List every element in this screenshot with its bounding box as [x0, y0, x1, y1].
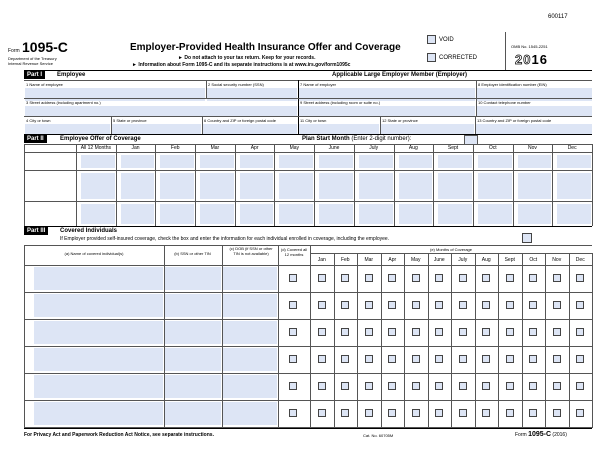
col-a-header: (a) Name of covered individual(s)	[64, 251, 124, 256]
employer-section-title: Applicable Large Employer Member (Employer)	[332, 72, 468, 78]
form-title: Employer-Provided Health Insurance Offer and Coverage	[130, 42, 401, 53]
coverage-checkbox-19-july[interactable]	[459, 328, 467, 336]
instruction-line-2: ► Information about Form 1095-C and its separate instructions is at www.irs.gov/form1095c	[132, 62, 351, 68]
coverage-checkbox-21-feb[interactable]	[341, 382, 349, 390]
col-c-header: (c) DOB (if SSN or other TIN is not available)	[229, 246, 273, 256]
coverage-checkbox-19-aug[interactable]	[482, 328, 490, 336]
row-14-cell-3[interactable]	[200, 155, 234, 168]
covered-ssn-field-17[interactable]	[165, 267, 221, 290]
employee-city-field[interactable]	[25, 124, 110, 134]
coverage-month-dec: Dec	[575, 257, 585, 263]
field-label-10: 10 Contact telephone number	[478, 100, 531, 105]
coverage-checkbox-17-july[interactable]	[459, 274, 467, 282]
row-14-cell-1[interactable]	[121, 155, 155, 168]
coverage-checkbox-21-aug[interactable]	[482, 382, 490, 390]
employer-city-field[interactable]	[299, 124, 379, 134]
coverage-checkbox-22-nov[interactable]	[553, 409, 561, 417]
row-15-cell-1[interactable]	[121, 173, 155, 199]
coverage-checkbox-18-july[interactable]	[459, 301, 467, 309]
coverage-checkbox-20-feb[interactable]	[341, 355, 349, 363]
row-15-cell-8[interactable]	[399, 173, 433, 199]
coverage-checkbox-22-sept[interactable]	[506, 409, 514, 417]
coverage-checkbox-18-june[interactable]	[435, 301, 443, 309]
coverage-checkbox-21-sept[interactable]	[506, 382, 514, 390]
row-14-cell-5[interactable]	[279, 155, 313, 168]
month-header-all: All 12 Months	[80, 145, 111, 151]
coverage-checkbox-18-may[interactable]	[412, 301, 420, 309]
coverage-checkbox-17-mar[interactable]	[365, 274, 373, 282]
employee-state-field[interactable]	[112, 124, 201, 134]
row-16-cell-12[interactable]	[557, 204, 591, 224]
coverage-month-apr: Apr	[388, 257, 397, 263]
corrected-checkbox[interactable]	[427, 53, 436, 62]
coverage-checkbox-19-nov[interactable]	[553, 328, 561, 336]
grid-line	[155, 144, 156, 226]
coverage-checkbox-17-apr[interactable]	[388, 274, 396, 282]
covered-dob-field-20[interactable]	[223, 348, 277, 371]
offer-section-title: Employee Offer of Coverage	[60, 136, 141, 142]
covered-all-months-checkbox-21[interactable]	[289, 382, 297, 390]
coverage-checkbox-19-jan[interactable]	[318, 328, 326, 336]
grid-line	[24, 319, 592, 320]
row-14-cell-8[interactable]	[399, 155, 433, 168]
col-d-header: (d) Covered all 12 months	[280, 247, 308, 257]
tax-year-suffix: 16	[531, 52, 548, 67]
row-16-cell-11[interactable]	[518, 204, 552, 224]
coverage-month-oct: Oct	[529, 257, 538, 263]
row-15-cell-7[interactable]	[359, 173, 393, 199]
field-label-3: 3 Street address (including apartment no.)	[26, 100, 101, 105]
form-serial-number: 600117	[548, 14, 568, 20]
grid-line	[24, 152, 592, 153]
coverage-checkbox-19-mar[interactable]	[365, 328, 373, 336]
form-number: 1095-C	[22, 39, 68, 55]
privacy-notice: For Privacy Act and Paperwork Reduction Act Notice, see separate instructions.	[24, 432, 214, 438]
field-label-6: 6 Country and ZIP or foreign postal code	[204, 118, 276, 123]
row-16-cell-8[interactable]	[399, 204, 433, 224]
coverage-checkbox-18-oct[interactable]	[529, 301, 537, 309]
coverage-checkbox-21-apr[interactable]	[388, 382, 396, 390]
grid-line	[428, 253, 429, 428]
coverage-checkbox-22-mar[interactable]	[365, 409, 373, 417]
row-16-cell-10[interactable]	[478, 204, 512, 224]
grid-line	[24, 400, 592, 401]
employee-ssn-field[interactable]	[207, 88, 297, 101]
grid-line	[394, 144, 395, 226]
coverage-checkbox-20-july[interactable]	[459, 355, 467, 363]
covered-dob-field-22[interactable]	[223, 402, 277, 425]
covered-name-field-21[interactable]	[34, 375, 163, 398]
plan-start-hint: (Enter 2-digit number):	[351, 136, 412, 142]
coverage-checkbox-18-apr[interactable]	[388, 301, 396, 309]
covered-dob-field-18[interactable]	[223, 294, 277, 317]
row-14-cell-10[interactable]	[478, 155, 512, 168]
coverage-month-jan: Jan	[317, 257, 326, 263]
row-15-cell-12[interactable]	[557, 173, 591, 199]
omb-number: OMB No. 1545-2251	[511, 44, 548, 49]
grid-line	[24, 346, 592, 347]
covered-name-field-22[interactable]	[34, 402, 163, 425]
grid-line	[381, 253, 382, 428]
field-label-9: 9 Street address (including room or suite no.)	[300, 100, 381, 105]
grid-line	[522, 253, 523, 428]
form-label: Form	[8, 48, 20, 54]
covered-dob-field-19[interactable]	[223, 321, 277, 344]
footer-form-label: Form	[515, 432, 527, 438]
coverage-checkbox-20-oct[interactable]	[529, 355, 537, 363]
field-label-5: 5 State or province	[113, 118, 147, 123]
grid-line	[195, 144, 196, 226]
row-15-cell-11[interactable]	[518, 173, 552, 199]
covered-ssn-field-21[interactable]	[165, 375, 221, 398]
covered-name-field-17[interactable]	[34, 267, 163, 290]
coverage-checkbox-20-apr[interactable]	[388, 355, 396, 363]
month-header-jan: Jan	[131, 145, 140, 151]
covered-name-field-18[interactable]	[34, 294, 163, 317]
grid-line	[354, 144, 355, 226]
coverage-month-feb: Feb	[340, 257, 350, 263]
grid-line	[116, 144, 117, 226]
covered-ssn-field-19[interactable]	[165, 321, 221, 344]
row-14-cell-11[interactable]	[518, 155, 552, 168]
coverage-checkbox-20-aug[interactable]	[482, 355, 490, 363]
row-16-cell-7[interactable]	[359, 204, 393, 224]
grid-line	[545, 253, 546, 428]
coverage-checkbox-19-dec[interactable]	[576, 328, 584, 336]
part3-label: Part III	[24, 227, 48, 235]
coverage-checkbox-18-sept[interactable]	[506, 301, 514, 309]
row-16-cell-5[interactable]	[279, 204, 313, 224]
row-14-cell-9[interactable]	[438, 155, 472, 168]
coverage-checkbox-22-july[interactable]	[459, 409, 467, 417]
coverage-checkbox-20-sept[interactable]	[506, 355, 514, 363]
coverage-checkbox-18-feb[interactable]	[341, 301, 349, 309]
coverage-checkbox-21-mar[interactable]	[365, 382, 373, 390]
row-15-cell-2[interactable]	[160, 173, 194, 199]
employer-state-field[interactable]	[381, 124, 474, 134]
row-16-cell-3[interactable]	[200, 204, 234, 224]
row-14-cell-7[interactable]	[359, 155, 393, 168]
self-insured-checkbox[interactable]	[522, 233, 532, 243]
field-label-1: 1 Name of employee	[26, 82, 63, 87]
month-header-june: June	[328, 145, 340, 151]
grid-line	[475, 253, 476, 428]
coverage-checkbox-19-oct[interactable]	[529, 328, 537, 336]
coverage-checkbox-18-dec[interactable]	[576, 301, 584, 309]
month-header-may: May	[289, 145, 300, 151]
row-15-cell-6[interactable]	[319, 173, 353, 199]
covered-all-months-checkbox-19[interactable]	[289, 328, 297, 336]
field-label-13: 13 Country and ZIP or foreign postal code	[477, 118, 552, 123]
grid-line	[592, 144, 593, 226]
coverage-checkbox-18-mar[interactable]	[365, 301, 373, 309]
month-header-oct: Oct	[488, 145, 497, 151]
row-16-cell-0[interactable]	[81, 204, 115, 224]
row-15-cell-5[interactable]	[279, 173, 313, 199]
void-label: VOID	[439, 37, 454, 43]
grid-line	[513, 144, 514, 226]
coverage-checkbox-22-jan[interactable]	[318, 409, 326, 417]
employer-zip-field[interactable]	[476, 124, 592, 134]
plan-start-text: Plan Start Month	[302, 136, 350, 142]
coverage-month-nov: Nov	[552, 257, 562, 263]
coverage-checkbox-21-july[interactable]	[459, 382, 467, 390]
row-15-cell-3[interactable]	[200, 173, 234, 199]
month-header-nov: Nov	[528, 145, 537, 151]
coverage-checkbox-17-may[interactable]	[412, 274, 420, 282]
grid-line	[235, 144, 236, 226]
coverage-checkbox-17-june[interactable]	[435, 274, 443, 282]
coverage-checkbox-22-june[interactable]	[435, 409, 443, 417]
coverage-month-july: July	[458, 257, 468, 263]
coverage-checkbox-17-sept[interactable]	[506, 274, 514, 282]
row-15-cell-9[interactable]	[438, 173, 472, 199]
coverage-checkbox-19-sept[interactable]	[506, 328, 514, 336]
coverage-checkbox-21-nov[interactable]	[553, 382, 561, 390]
covered-ssn-field-18[interactable]	[165, 294, 221, 317]
coverage-checkbox-21-jan[interactable]	[318, 382, 326, 390]
coverage-checkbox-22-oct[interactable]	[529, 409, 537, 417]
footer-form-number: 1095-C	[528, 431, 552, 438]
coverage-checkbox-20-june[interactable]	[435, 355, 443, 363]
covered-section-title: Covered Individuals	[60, 228, 118, 234]
irs-label: Internal Revenue Service	[8, 61, 53, 66]
coverage-checkbox-17-feb[interactable]	[341, 274, 349, 282]
field-label-11: 11 City or town	[300, 118, 327, 123]
coverage-checkbox-20-jan[interactable]	[318, 355, 326, 363]
grid-line	[24, 201, 592, 202]
corrected-label: CORRECTED	[439, 55, 478, 61]
coverage-checkbox-17-aug[interactable]	[482, 274, 490, 282]
coverage-month-sept: Sept	[504, 257, 515, 263]
coverage-checkbox-22-apr[interactable]	[388, 409, 396, 417]
row-14-cell-2[interactable]	[160, 155, 194, 168]
void-checkbox[interactable]	[427, 35, 436, 44]
part1-label: Part I	[24, 71, 45, 79]
grid-line	[498, 253, 499, 428]
row-14-cell-6[interactable]	[319, 155, 353, 168]
employee-street-field[interactable]	[25, 106, 297, 116]
grid-line	[274, 144, 275, 226]
month-header-dec: Dec	[567, 145, 577, 151]
coverage-month-june: June	[433, 257, 445, 263]
employer-street-field[interactable]	[299, 106, 475, 116]
grid-line	[569, 253, 570, 428]
tax-year	[515, 52, 548, 67]
col-e-header: (e) Months of Coverage	[429, 247, 473, 252]
tax-year-prefix: 20	[515, 52, 532, 67]
coverage-checkbox-22-aug[interactable]	[482, 409, 490, 417]
row-14-cell-4[interactable]	[240, 155, 274, 168]
self-insured-instruction: If Employer provided self-insured coverage, check the box and enter the information for each individual enrolled in coverage, including the employee.	[60, 236, 390, 242]
grid-line	[24, 170, 592, 171]
grid-line	[24, 292, 592, 293]
grid-line	[24, 144, 25, 226]
field-label-8: 8 Employer identification number (EIN)	[478, 82, 547, 87]
row-14-cell-12[interactable]	[557, 155, 591, 168]
month-header-apr: Apr	[250, 145, 259, 151]
grid-line	[24, 373, 592, 374]
dept-treasury: Department of the Treasury	[8, 56, 57, 61]
field-label-2: 2 Social security number (SSN)	[208, 82, 264, 87]
coverage-checkbox-18-jan[interactable]	[318, 301, 326, 309]
coverage-checkbox-21-june[interactable]	[435, 382, 443, 390]
coverage-checkbox-17-jan[interactable]	[318, 274, 326, 282]
covered-ssn-field-20[interactable]	[165, 348, 221, 371]
row-16-cell-6[interactable]	[319, 204, 353, 224]
grid-line	[357, 253, 358, 428]
covered-all-months-checkbox-20[interactable]	[289, 355, 297, 363]
grid-line	[76, 144, 77, 226]
part2-label: Part II	[24, 135, 47, 143]
employee-section-title: Employee	[57, 72, 86, 78]
footer-form-year: (2016)	[552, 432, 567, 438]
grid-line	[404, 253, 405, 428]
coverage-checkbox-20-mar[interactable]	[365, 355, 373, 363]
coverage-month-may: May	[411, 257, 421, 263]
field-label-4: 4 City or town	[26, 118, 51, 123]
coverage-checkbox-19-june[interactable]	[435, 328, 443, 336]
grid-line	[314, 144, 315, 226]
coverage-checkbox-22-dec[interactable]	[576, 409, 584, 417]
row-16-cell-9[interactable]	[438, 204, 472, 224]
catalog-number: Cat. No. 60705M	[363, 433, 394, 438]
coverage-checkbox-22-feb[interactable]	[341, 409, 349, 417]
grid-line	[592, 253, 593, 428]
grid-line	[24, 265, 592, 266]
field-label-7: 7 Name of employer	[300, 82, 337, 87]
month-header-sept: Sept	[447, 145, 459, 151]
covered-all-months-checkbox-22[interactable]	[289, 409, 297, 417]
month-header-july: July	[369, 145, 379, 151]
employer-phone-field[interactable]	[477, 106, 592, 116]
covered-dob-field-17[interactable]	[223, 267, 277, 290]
field-label-12: 12 State or province	[382, 118, 418, 123]
row-15-cell-4[interactable]	[240, 173, 274, 199]
row-16-cell-1[interactable]	[121, 204, 155, 224]
grid-line	[433, 144, 434, 226]
coverage-checkbox-22-may[interactable]	[412, 409, 420, 417]
coverage-checkbox-21-may[interactable]	[412, 382, 420, 390]
coverage-checkbox-18-aug[interactable]	[482, 301, 490, 309]
grid-line	[473, 144, 474, 226]
coverage-month-mar: Mar	[364, 257, 374, 263]
covered-all-months-checkbox-18[interactable]	[289, 301, 297, 309]
coverage-checkbox-20-dec[interactable]	[576, 355, 584, 363]
coverage-checkbox-18-nov[interactable]	[553, 301, 561, 309]
coverage-checkbox-19-apr[interactable]	[388, 328, 396, 336]
coverage-checkbox-17-oct[interactable]	[529, 274, 537, 282]
plan-start-label	[302, 136, 411, 143]
grid-line	[451, 253, 452, 428]
covered-dob-field-21[interactable]	[223, 375, 277, 398]
coverage-checkbox-17-nov[interactable]	[553, 274, 561, 282]
footer-form-id	[515, 432, 567, 438]
grid-line	[334, 253, 335, 428]
month-header-feb: Feb	[170, 145, 180, 151]
covered-name-field-19[interactable]	[34, 321, 163, 344]
coverage-checkbox-17-dec[interactable]	[576, 274, 584, 282]
month-header-aug: Aug	[408, 145, 418, 151]
row-15-cell-0[interactable]	[81, 173, 115, 199]
covered-all-months-checkbox-17[interactable]	[289, 274, 297, 282]
covered-ssn-field-22[interactable]	[165, 402, 221, 425]
coverage-checkbox-19-feb[interactable]	[341, 328, 349, 336]
coverage-checkbox-21-dec[interactable]	[576, 382, 584, 390]
row-16-cell-4[interactable]	[240, 204, 274, 224]
grid-line	[552, 144, 553, 226]
month-header-mar: Mar	[210, 145, 220, 151]
coverage-checkbox-20-nov[interactable]	[553, 355, 561, 363]
row-14-cell-0[interactable]	[81, 155, 115, 168]
coverage-month-aug: Aug	[481, 257, 491, 263]
employee-zip-field[interactable]	[203, 124, 297, 134]
row-15-cell-10[interactable]	[478, 173, 512, 199]
coverage-checkbox-20-may[interactable]	[412, 355, 420, 363]
row-16-cell-2[interactable]	[160, 204, 194, 224]
coverage-checkbox-21-oct[interactable]	[529, 382, 537, 390]
coverage-checkbox-19-may[interactable]	[412, 328, 420, 336]
covered-name-field-20[interactable]	[34, 348, 163, 371]
col-b-header: (b) SSN or other TIN	[174, 251, 211, 256]
instruction-line-1: ► Do not attach to your tax return. Keep for your records.	[178, 55, 316, 61]
